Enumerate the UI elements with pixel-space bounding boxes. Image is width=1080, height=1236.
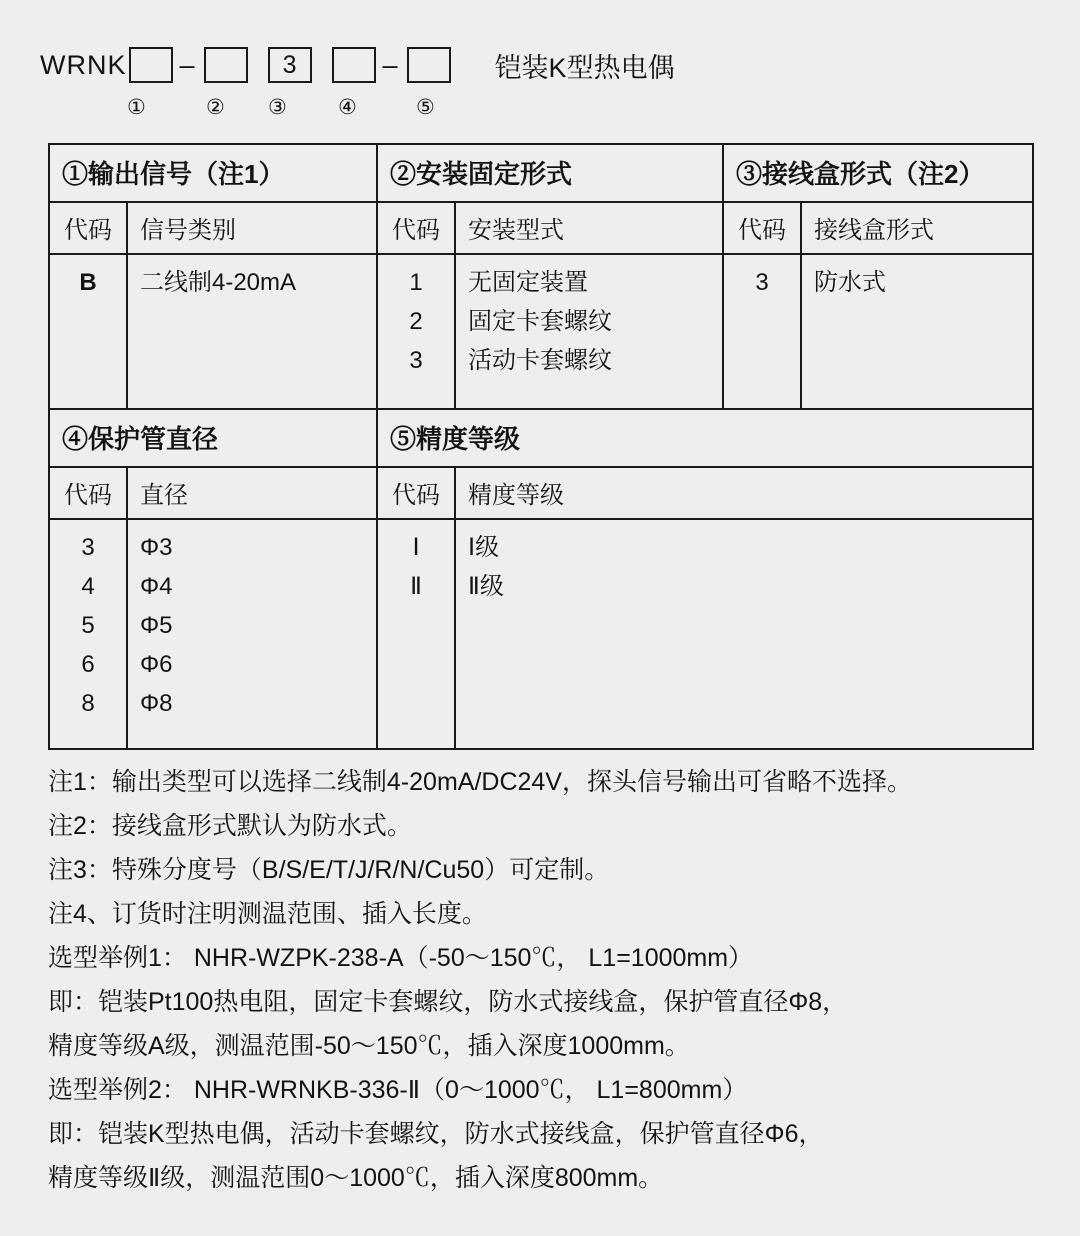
section-5-codes [377,519,455,749]
cell-value: Ⅱ级 [468,573,504,600]
cell-code: 3 [409,347,423,374]
cell-value: Φ5 [140,612,173,639]
index-marker-5: ⑤ [416,96,435,119]
cell-code: B [79,269,97,296]
code-box-1[interactable] [129,47,173,83]
example-line: 即：铠装K型热电偶，活动卡套螺纹，防水式接线盒，保护管直径Φ6， [48,1120,824,1148]
section-2-codes [377,254,455,409]
example-line: 即：铠装Pt100热电阻，固定卡套螺纹，防水式接线盒，保护管直径Φ8， [48,988,848,1016]
cell-code: 3 [81,534,95,561]
section-5-header: ⑤精度等级 [377,409,1033,467]
model-title: 铠装K型热电偶 [494,52,675,83]
cell-code: 2 [409,308,423,335]
section-1-col-value: 信号类别 [127,202,377,254]
example-line: 精度等级Ⅱ级，测温范围0～1000℃，插入深度800mm。 [48,1164,664,1192]
cell-value: 二线制4-20mA [140,269,297,296]
note-line: 注2：接线盒形式默认为防水式。 [48,812,412,840]
example-line: 选型举例2： NHR-WRNKB-336-Ⅱ（0～1000℃， L1=800mm） [48,1076,748,1104]
code-box-4[interactable] [332,47,376,83]
cell-value: 无固定装置 [468,269,588,296]
table-row [49,519,1033,749]
code-dash-1: – [179,49,195,80]
section-4-col-value: 直径 [127,467,377,519]
cell-value: Φ8 [140,690,173,717]
cell-code: 1 [409,269,423,296]
table-row [49,254,1033,409]
example-line: 精度等级A级，测温范围-50～150℃，插入深度1000mm。 [48,1032,690,1060]
cell-code: 6 [81,651,95,678]
specification-table [48,143,1034,750]
section-4-header: ④保护管直径 [49,409,377,467]
code-box-5[interactable] [407,47,451,83]
cell-value: Ⅰ级 [468,534,500,561]
section-1-header: ①输出信号（注1） [49,144,377,202]
index-marker-3: ③ [268,96,287,119]
cell-value: Φ6 [140,651,173,678]
section-1-col-code: 代码 [49,202,127,254]
table-row [49,467,1033,519]
section-2-col-value: 安装型式 [455,202,723,254]
model-code-line [40,42,675,88]
index-marker-1: ① [127,96,146,119]
cell-code: Ⅰ [412,534,420,561]
section-4-codes [49,519,127,749]
section-5-col-value: 精度等级 [455,467,1033,519]
notes-block [48,760,1048,1200]
table-row [49,409,1033,467]
code-box-3[interactable]: 3 [268,47,312,83]
section-2-header: ②安装固定形式 [377,144,723,202]
note-line: 注1：输出类型可以选择二线制4-20mA/DC24V，探头信号输出可省略不选择。 [48,768,912,796]
cell-code: 4 [81,573,95,600]
cell-value: Φ4 [140,573,173,600]
cell-code: 3 [755,269,769,296]
section-2-col-code: 代码 [377,202,455,254]
cell-code: Ⅱ [410,573,422,600]
cell-value: 固定卡套螺纹 [468,308,612,335]
cell-value: 防水式 [814,269,887,296]
section-5-values [455,519,1033,749]
section-3-col-value: 接线盒形式 [801,202,1033,254]
table-row [49,144,1033,202]
section-1-values [127,254,377,409]
section-2-values [455,254,723,409]
section-4-col-code: 代码 [49,467,127,519]
table-row [49,202,1033,254]
cell-value: 活动卡套螺纹 [468,347,612,374]
example-line: 选型举例1： NHR-WZPK-238-A（-50～150℃， L1=1000mm） [48,944,754,972]
code-box-2[interactable] [204,47,248,83]
index-marker-2: ② [206,96,225,119]
section-3-col-code: 代码 [723,202,801,254]
cell-value: Φ3 [140,534,173,561]
section-3-codes [723,254,801,409]
index-marker-4: ④ [338,96,357,119]
note-line: 注4、订货时注明测温范围、插入长度。 [48,900,487,928]
cell-code: 5 [81,612,95,639]
section-4-values [127,519,377,749]
section-1-codes [49,254,127,409]
section-5-col-code: 代码 [377,467,455,519]
model-prefix: WRNK [40,49,127,80]
code-dash-2: – [382,49,398,80]
section-3-values [801,254,1033,409]
section-3-header: ③接线盒形式（注2） [723,144,1033,202]
cell-code: 8 [81,690,95,717]
note-line: 注3：特殊分度号（B/S/E/T/J/R/N/Cu50）可定制。 [48,856,610,884]
